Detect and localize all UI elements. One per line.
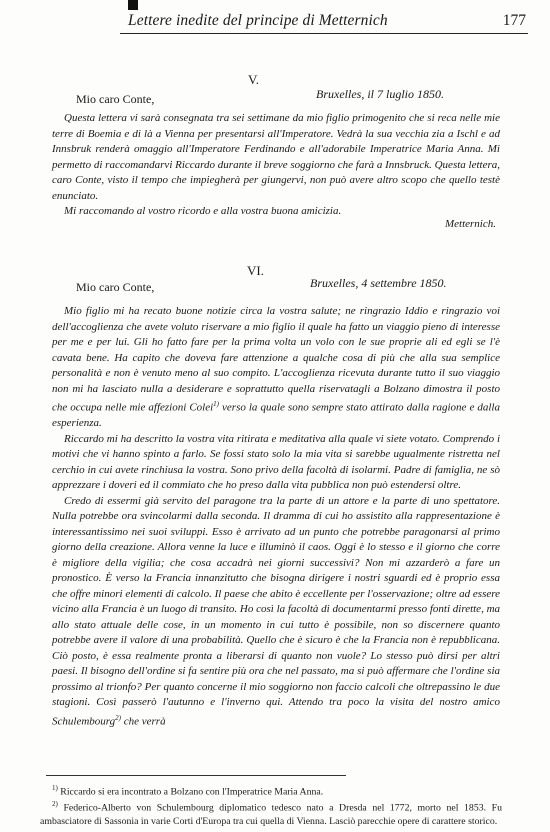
paragraph: Mi raccomando al vostro ricordo e alla vostra buona amicizia. bbox=[64, 205, 342, 217]
footnote-ref: 1) bbox=[213, 400, 219, 408]
paragraph: Riccardo mi ha descritto la vostra vita ritirata e meditativa alla quale vi siete votato. Comprendo i motivi che vi hanno spinto a farlo. Se fossi stato solo la mia vita si sarebbe ugualmente ristretta nel cerchio in cui avete rinchiusa la vostra. Sono privo della facoltà di isolarmi. Padre di famiglia, ne sò apprezzare i doveri ed il commiato che ho preso dalla vita pubblica non può estendersi oltre. bbox=[52, 432, 500, 492]
letter-6-salutation: Mio caro Conte, bbox=[76, 280, 155, 294]
letter-5-body bbox=[52, 111, 500, 220]
paragraph-text: Mio figlio mi ha recato buone notizie circa la vostra salute; ne ringrazio Iddio e ringrazio voi dell'accoglienza che avete voluto riservare a mio figlio il quale ha fatto un viaggio pieno di interesse per me e per lui. Gli ho fatto fare per la prima volta un volo con le sue proprie ali ed egli se l'è cavata bene. Ha capito che doveva fare attenzione a qualche cosa di più che alla sua semplice personalità e non è venuto meno al suo compito. L'accoglienza ricevuta durante tutto il suo viaggio non mi ha lasciato nulla a desiderare e soprattutto quella riservatagli a Bolzano dimostra il posto che occupa nelle mie affezioni Colei bbox=[52, 305, 500, 414]
footnote-mark: 1) bbox=[52, 784, 58, 792]
footnote-ref: 2) bbox=[115, 713, 121, 722]
letter-6-dateline: Bruxelles, 4 settembre 1850. bbox=[310, 276, 447, 290]
letter-6-numeral: VI. bbox=[247, 263, 264, 278]
letter-5-signature: Metternich. bbox=[444, 218, 496, 230]
footnote-rule bbox=[46, 775, 346, 776]
letter-5-salutation: Mio caro Conte, bbox=[76, 92, 155, 106]
paragraph-text: verso la quale sono sempre stato attirato dalla ragione e dalla esperienza. bbox=[52, 401, 500, 430]
letter-5-dateline: Bruxelles, il 7 luglio 1850. bbox=[316, 87, 444, 101]
letter-5-numeral: V. bbox=[248, 72, 259, 87]
page-number: 177 bbox=[502, 12, 526, 29]
letter-6-body bbox=[52, 304, 500, 730]
footnotes bbox=[40, 782, 502, 828]
paragraph-text: che verrà bbox=[120, 715, 166, 728]
running-header bbox=[120, 12, 528, 32]
footnote bbox=[40, 798, 502, 827]
paragraph-text: Credo di essermi già servito del paragone tra la parte di un attore e la parte di uno spettatore. Nulla potrebbe ora svincolarmi dalla seconda. Il dramma di cui ho assistito alla rappresentazione è interessantissimo nei suoi sviluppi. Esso è arrivato ad un punto che potrebbe paragonarsi al primo giorno della creazione. Allora venne la luce e illuminò il caos. Oggi è lo stesso e il giorno che corre è migliore della vigilia; che cosa accadrà nei giorni successivi? Non mi azzarderò a fare un pronostico. È verso la Francia innanzitutto che bisogna dirigere i nostri sguardi ed è proprio essa che offre minori elementi di calcolo. Il paese che abito è eccellente per l'osservazione; oltre ad essere vicino alla Francia è un luogo di transito. Ho così la facoltà di documentarmi presso fonti dirette, ma allo stato attuale delle cose, in un momento in cui tutto è possibile, non so discernere quanto potrebbe avere il valore di una probabilità. Quello che è sicuro è che la Francia non è repubblicana. Ciò posto, è essa realmente pronta a liberarsi di quanto non vuole? Lo stesso può dirsi per altri paesi. Il bisogno dell'ordine si fa sentire più ora che nel passato, ma si può affermare che l'ordine sia prossimo al trionfo? Per quanto concerne il mio soggiorno non faccio calcoli che oltrepassino le due stagioni. Così passerò l'autunno e l'inverno qui. Attendo tra poco la visita del nostro amico Schulembourg bbox=[52, 494, 501, 728]
paragraph bbox=[52, 494, 500, 730]
running-title: Lettere inedite del principe di Metternich bbox=[128, 12, 388, 29]
footnote-text: Federico-Alberto von Schulembourg diplomatico tedesco nato a Dresda nel 1772, morto nel 1853. Fu ambasciatore di Sassonia in varie Corti d'Europa tra cui quella di Vienna. Lasciò parecchie opere di carattere storico. bbox=[40, 802, 503, 827]
paragraph bbox=[52, 304, 500, 432]
header-rule bbox=[120, 33, 528, 34]
footnote bbox=[40, 782, 502, 798]
ink-blot bbox=[128, 0, 138, 10]
paragraph: Questa lettera vi sarà consegnata tra sei settimane da mio figlio primogenito che si reca nelle mie terre di Boemia e di là a Vienna per presentarsi all'Imperatore. Vedrà la sua vecchia zia a Ischl e ad Innsbruk renderà omaggio all'Imperatore Ferdinando e all'adorabile Imperatrice Maria Anna. Mi permetto di raccomandarvi Riccardo durante il breve soggiorno che farà a Innsbruck. Questa lettera, caro Conte, visto il tempo che impiegherà per giungervi, non può avere altro scopo che quello testè enunciato. bbox=[52, 112, 500, 202]
footnote-text: Riccardo si era incontrato a Bolzano con l'Imperatrice Maria Anna. bbox=[60, 786, 324, 798]
footnote-mark: 2) bbox=[52, 800, 58, 809]
